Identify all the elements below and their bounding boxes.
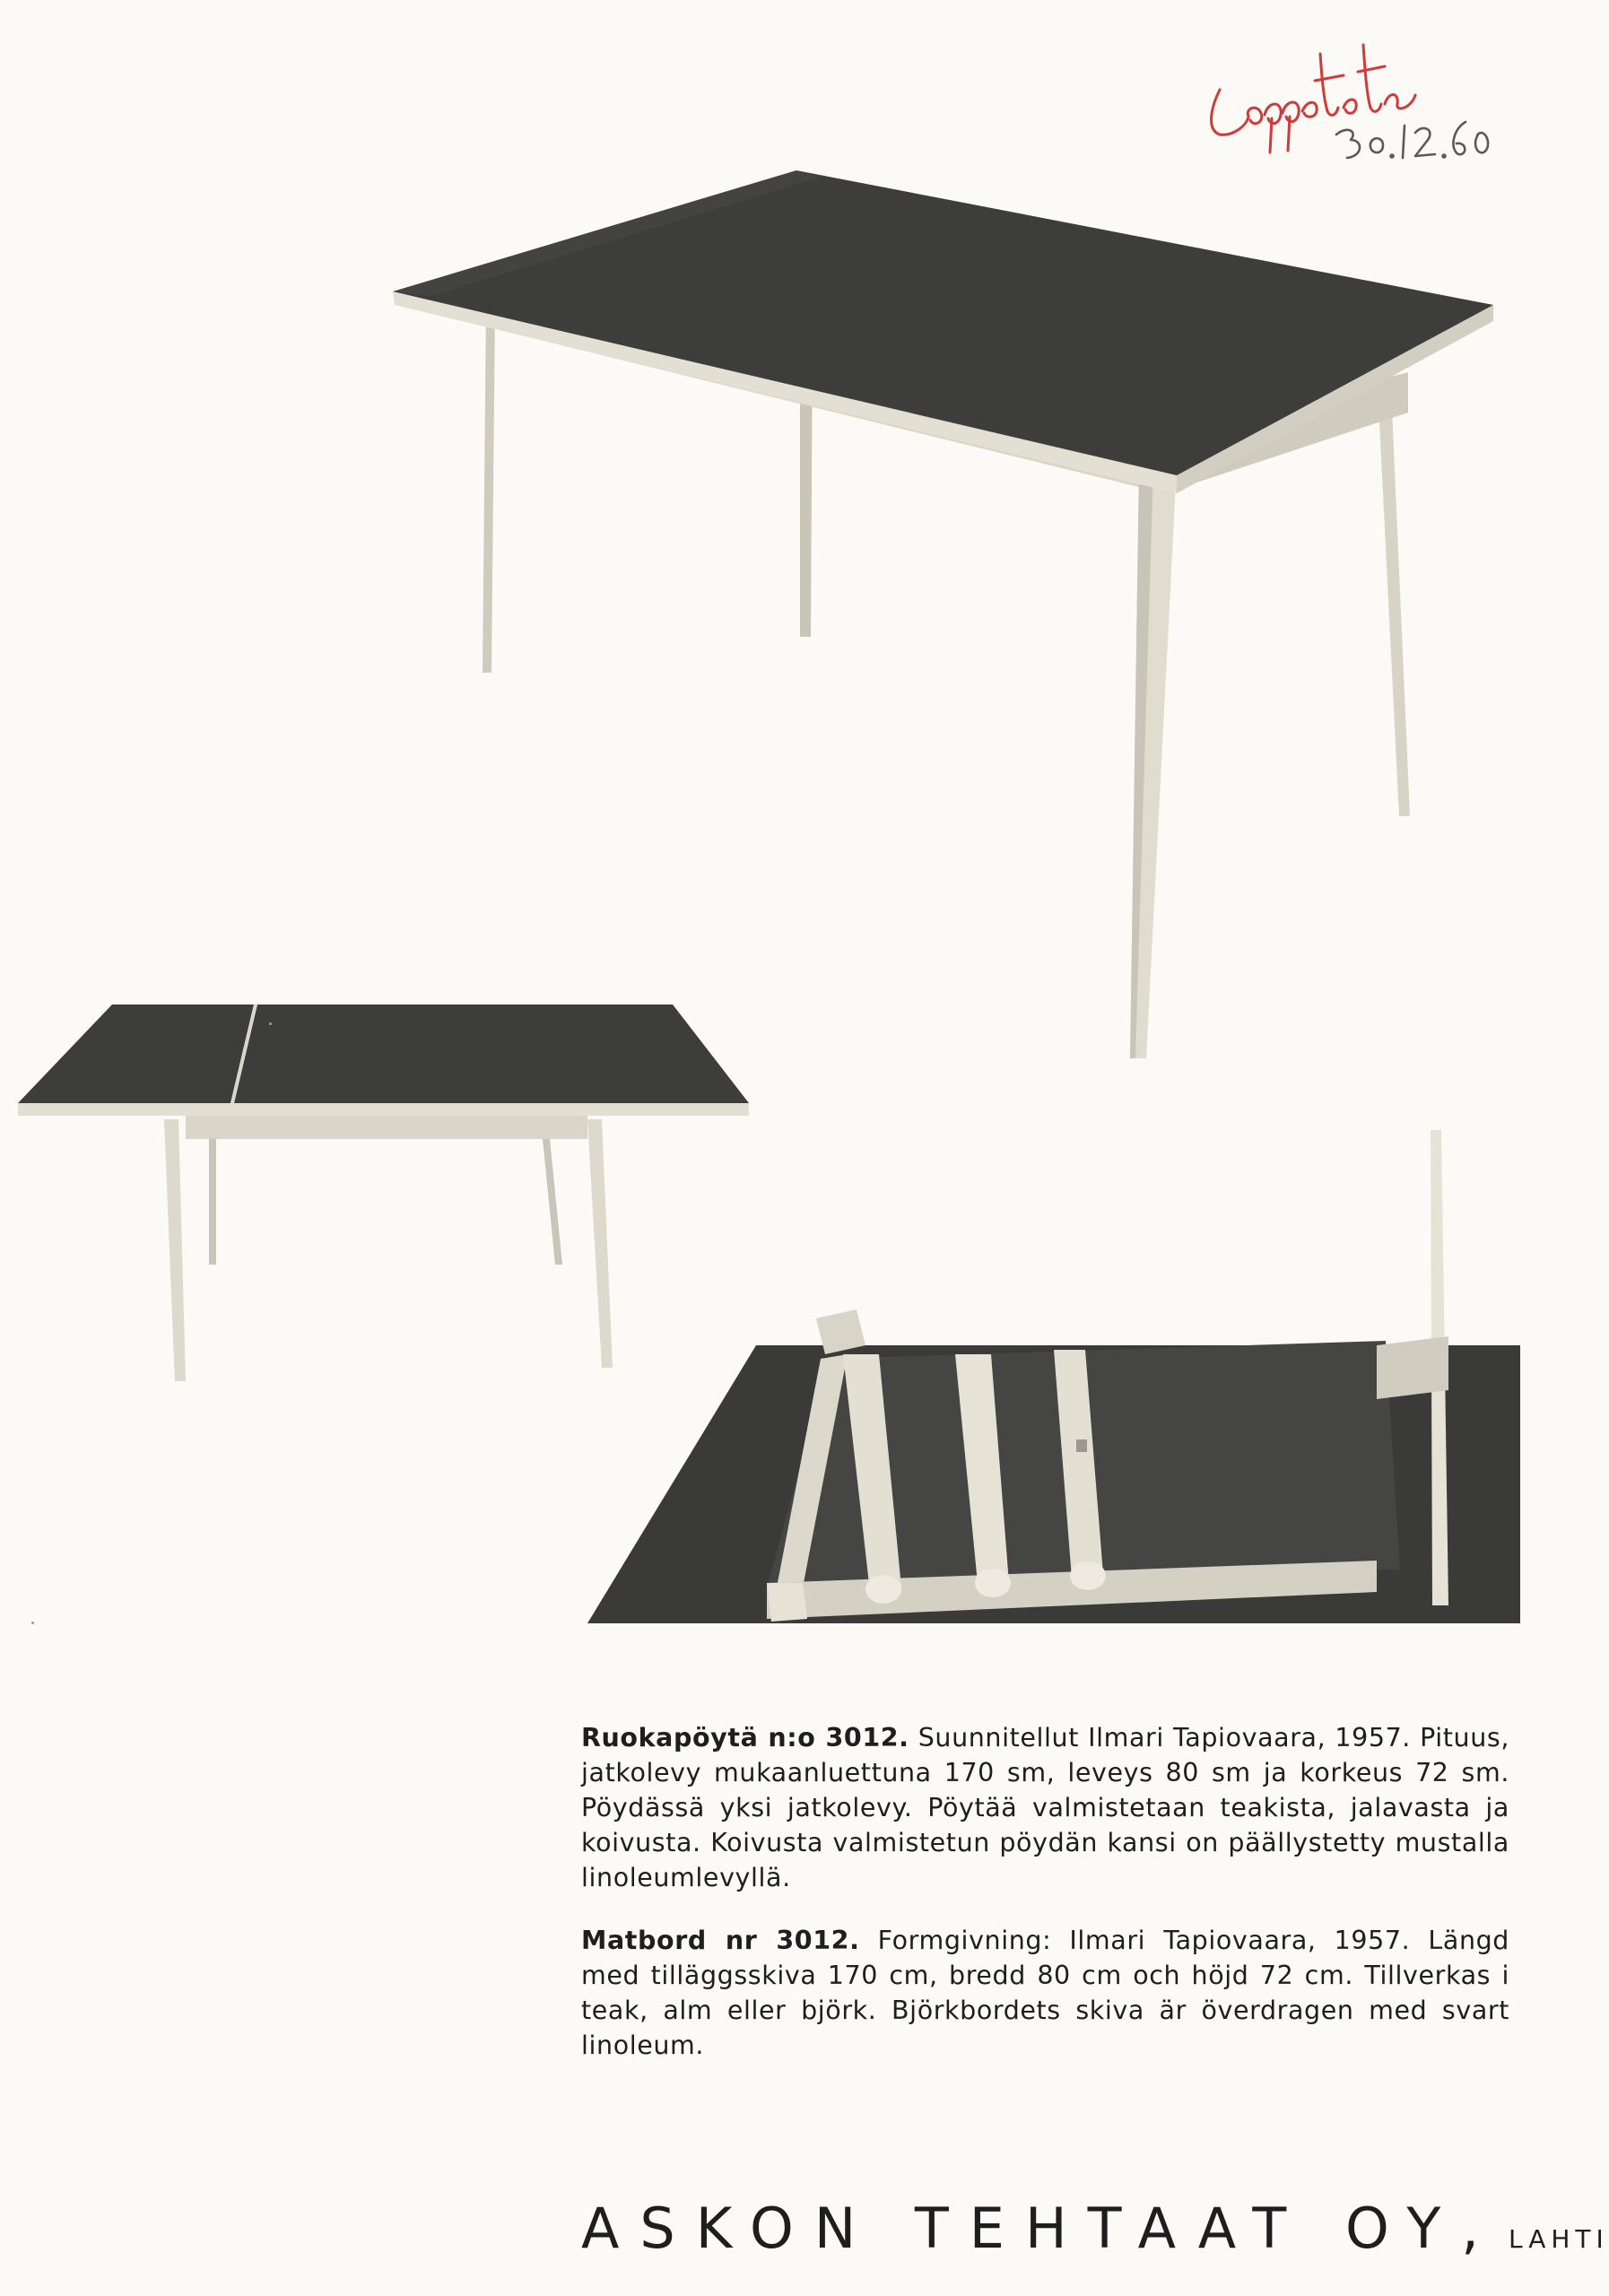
caption-swedish — [581, 1923, 1509, 2063]
table-assembled — [393, 170, 1493, 1058]
handwritten-word — [1212, 45, 1415, 152]
footer — [581, 2196, 1609, 2261]
caption-finnish-title: Ruokapöytä n:o 3012. — [581, 1723, 909, 1752]
table-flat-packed — [587, 1130, 1520, 1623]
caption-swedish-body: Formgivning: Ilmari Tapiovaara, 1957. Längd med tilläggsskiva 170 cm, bredd 80 cm och höjd 72 cm. Tillverkas i teak, alm eller björk. Björkbordets skiva är överdragen med svart linoleum. — [581, 1926, 1509, 2060]
caption-finnish — [581, 1720, 1509, 1895]
handwritten-annotation — [1193, 36, 1498, 188]
handwritten-date — [1336, 122, 1488, 158]
caption-swedish-title: Matbord nr 3012. — [581, 1926, 860, 1955]
paper-speck — [269, 1022, 272, 1025]
company-name: ASKON TEHTAAT OY, — [581, 2196, 1500, 2261]
table-flat-packed-photo — [587, 1130, 1529, 1632]
caption-finnish-body: Suunnitellut Ilmari Tapiovaara, 1957. Pituus, jatkolevy mukaanluettuna 170 sm, leveys 80 sm ja korkeus 72 sm. Pöydässä yksi jatkolevy. Pöytää valmistetaan teakista, jalavasta ja koivusta. Koivusta valmistetun pöydän kansi on päällystetty mustalla linoleumlevyllä. — [581, 1723, 1509, 1892]
table-assembled-photo — [377, 170, 1543, 1076]
company-city: LAHTI — [1508, 2224, 1609, 2254]
paper-speck — [31, 1622, 34, 1624]
